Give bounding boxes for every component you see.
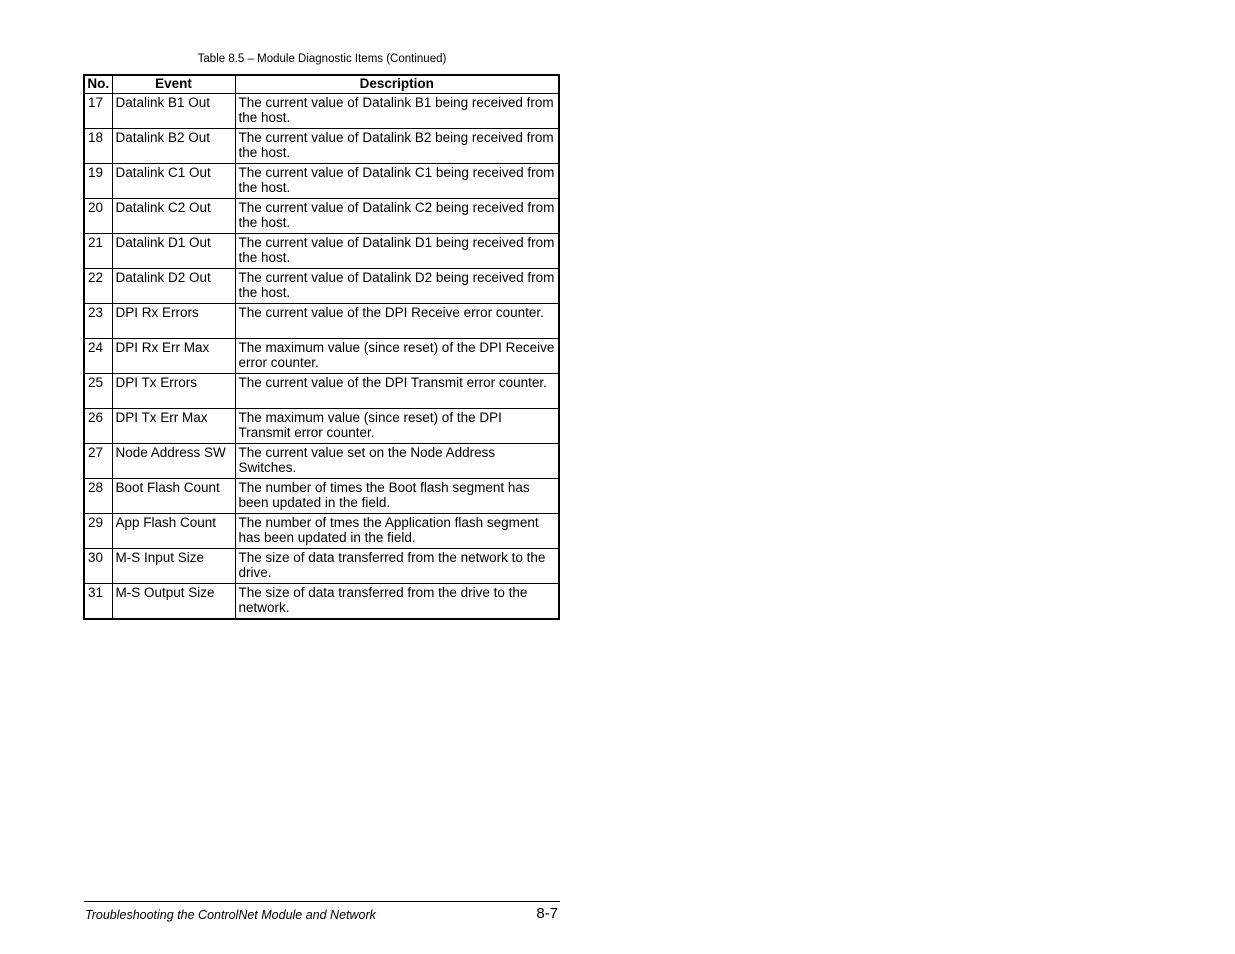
row-description: The current value of the DPI Receive error counter. xyxy=(235,304,559,339)
row-event: M-S Output Size xyxy=(112,584,235,620)
table-row xyxy=(84,304,559,339)
row-event: Datalink D2 Out xyxy=(112,269,235,304)
row-description: The number of tmes the Application flash segment has been updated in the field. xyxy=(235,514,559,549)
row-description: The current value set on the Node Address Switches. xyxy=(235,444,559,479)
row-description: The current value of Datalink C2 being received from the host. xyxy=(235,199,559,234)
row-event: Datalink D1 Out xyxy=(112,234,235,269)
footer-divider xyxy=(84,901,560,902)
row-no: 18 xyxy=(84,129,112,164)
table-header-row xyxy=(84,75,559,94)
table-row xyxy=(84,94,559,129)
diagnostic-items-table xyxy=(83,74,560,620)
table-row xyxy=(84,479,559,514)
table-caption: Table 8.5 – Module Diagnostic Items (Continued) xyxy=(197,53,447,65)
table-row xyxy=(84,269,559,304)
row-event: Datalink B1 Out xyxy=(112,94,235,129)
row-event: DPI Rx Errors xyxy=(112,304,235,339)
row-no: 28 xyxy=(84,479,112,514)
row-description: The current value of Datalink C1 being received from the host. xyxy=(235,164,559,199)
row-no: 30 xyxy=(84,549,112,584)
row-event: Datalink C1 Out xyxy=(112,164,235,199)
row-event: M-S Input Size xyxy=(112,549,235,584)
row-no: 23 xyxy=(84,304,112,339)
row-description: The current value of Datalink D2 being received from the host. xyxy=(235,269,559,304)
table-row xyxy=(84,584,559,620)
table-row xyxy=(84,374,559,409)
row-no: 31 xyxy=(84,584,112,620)
table-row xyxy=(84,164,559,199)
row-description: The current value of Datalink B2 being received from the host. xyxy=(235,129,559,164)
row-no: 17 xyxy=(84,94,112,129)
row-no: 22 xyxy=(84,269,112,304)
row-event: Datalink C2 Out xyxy=(112,199,235,234)
row-no: 25 xyxy=(84,374,112,409)
row-event: Node Address SW xyxy=(112,444,235,479)
table-row xyxy=(84,514,559,549)
row-no: 29 xyxy=(84,514,112,549)
row-description: The number of times the Boot flash segment has been updated in the field. xyxy=(235,479,559,514)
header-no: No. xyxy=(84,75,112,94)
header-description: Description xyxy=(235,75,559,94)
table-row xyxy=(84,339,559,374)
row-no: 27 xyxy=(84,444,112,479)
row-description: The size of data transferred from the drive to the network. xyxy=(235,584,559,620)
row-event: App Flash Count xyxy=(112,514,235,549)
row-no: 26 xyxy=(84,409,112,444)
row-description: The maximum value (since reset) of the DPI Receive error counter. xyxy=(235,339,559,374)
row-event: DPI Rx Err Max xyxy=(112,339,235,374)
row-no: 21 xyxy=(84,234,112,269)
row-no: 24 xyxy=(84,339,112,374)
row-description: The current value of the DPI Transmit error counter. xyxy=(235,374,559,409)
table-row xyxy=(84,549,559,584)
table-row xyxy=(84,409,559,444)
row-description: The maximum value (since reset) of the DPI Transmit error counter. xyxy=(235,409,559,444)
row-no: 19 xyxy=(84,164,112,199)
table-row xyxy=(84,199,559,234)
table-row xyxy=(84,129,559,164)
row-description: The current value of Datalink D1 being received from the host. xyxy=(235,234,559,269)
page-number: 8-7 xyxy=(536,905,558,922)
row-event: Datalink B2 Out xyxy=(112,129,235,164)
row-event: DPI Tx Err Max xyxy=(112,409,235,444)
row-description: The size of data transferred from the network to the drive. xyxy=(235,549,559,584)
header-event: Event xyxy=(112,75,235,94)
footer-title: Troubleshooting the ControlNet Module and Network xyxy=(85,908,376,922)
row-event: Boot Flash Count xyxy=(112,479,235,514)
row-event: DPI Tx Errors xyxy=(112,374,235,409)
table-row xyxy=(84,234,559,269)
table-row xyxy=(84,444,559,479)
row-no: 20 xyxy=(84,199,112,234)
row-description: The current value of Datalink B1 being received from the host. xyxy=(235,94,559,129)
